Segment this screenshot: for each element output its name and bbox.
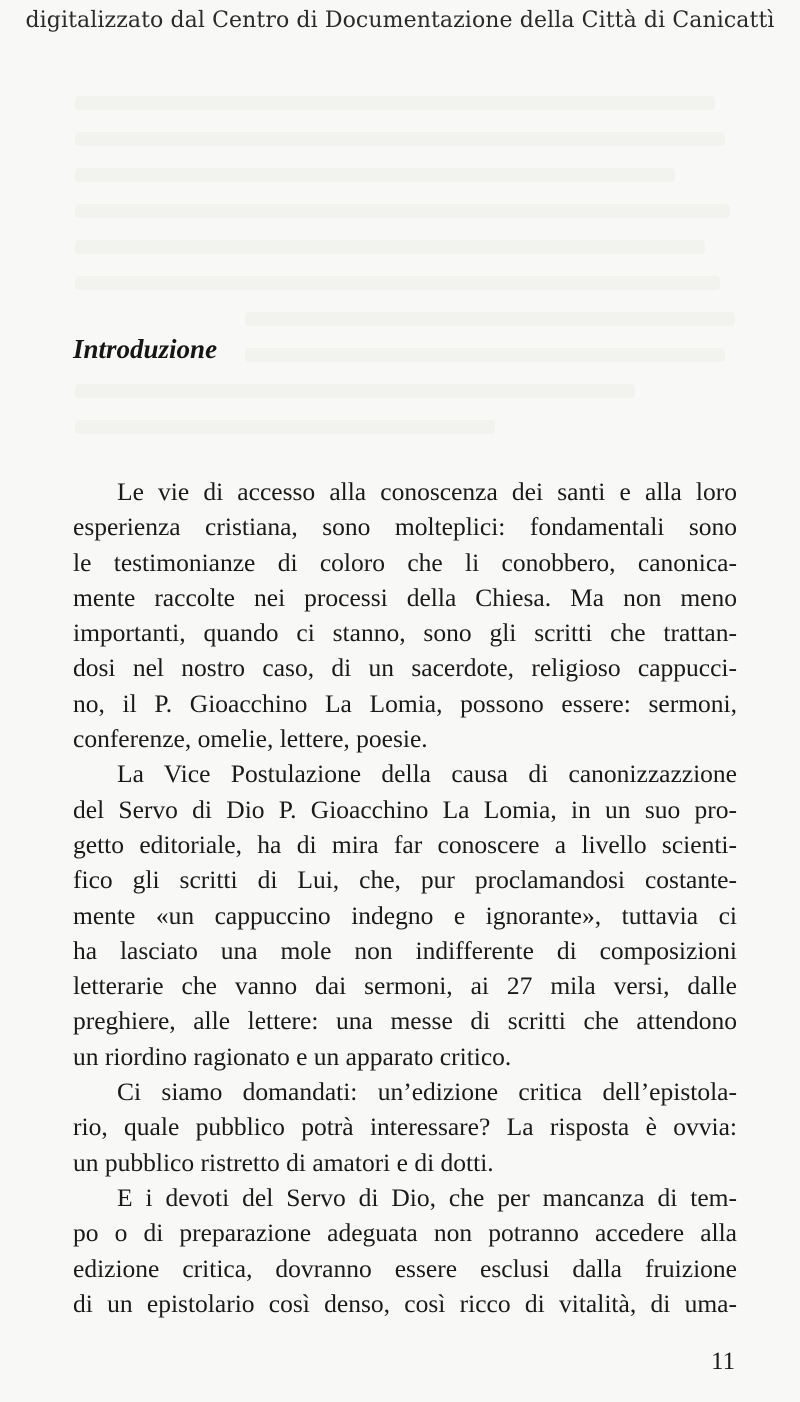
paragraph-3 xyxy=(73,1074,737,1180)
text-line: rio, quale pubblico potrà interessare? La risposta è ovvia: xyxy=(73,1112,737,1142)
text-line: Le vie di accesso alla conoscenza dei santi e alla loro xyxy=(117,477,737,506)
digitization-watermark: digitalizzato dal Centro di Documentazione della Città di Canicattì xyxy=(25,8,775,33)
text-line: letterarie che vanno dai sermoni, ai 27 mila versi, dalle xyxy=(73,971,737,1001)
text-line: mente raccolte nei processi della Chiesa. Ma non meno xyxy=(73,582,737,612)
text-line: Ci siamo domandati: un’edizione critica dell’epistola- xyxy=(117,1077,737,1107)
text-line: preghiere, alle lettere: una messe di scritti che attendono xyxy=(73,1006,737,1036)
text-line: esperienza cristiana, sono molteplici: fondamentali sono xyxy=(73,512,737,542)
text-line: di un epistolario così denso, così ricco di vitalità, di uma- xyxy=(73,1288,737,1318)
text-line: le testimonianze di coloro che li conobbero, canonica- xyxy=(73,547,737,577)
text-line: del Servo di Dio P. Gioacchino La Lomia, in un suo pro- xyxy=(73,794,737,824)
text-line: La Vice Postulazione della causa di canonizzazzione xyxy=(117,759,737,789)
text-line: edizione critica, dovranno essere esclusi dalla fruizione xyxy=(73,1253,737,1283)
body-text xyxy=(73,474,737,1321)
text-line: ha lasciato una mole non indifferente di composizioni xyxy=(73,935,737,965)
text-line: no, il P. Gioacchino La Lomia, possono essere: sermoni, xyxy=(73,688,737,718)
text-line: getto editoriale, ha di mira far conoscere a livello scienti- xyxy=(73,829,737,859)
paragraph-1 xyxy=(73,474,737,756)
text-line: un riordino ragionato e un apparato critico. xyxy=(73,1041,512,1071)
text-line: mente «un cappuccino indegno e ignorante», tuttavia ci xyxy=(73,900,737,930)
section-title: Introduzione xyxy=(73,334,218,364)
text-line: po o di preparazione adeguata non potranno accedere alla xyxy=(73,1218,737,1248)
paragraph-2 xyxy=(73,756,737,1074)
text-line: un pubblico ristretto di amatori e di dotti. xyxy=(73,1147,494,1177)
text-line: fico gli scritti di Lui, che, pur proclamandosi costante- xyxy=(73,865,737,895)
page-number: 11 xyxy=(711,1348,736,1375)
text-line: dosi nel nostro caso, di un sacerdote, religioso cappucci- xyxy=(73,653,737,683)
text-line: importanti, quando ci stanno, sono gli scritti che trattan- xyxy=(73,618,737,648)
text-line: conferenze, omelie, lettere, poesie. xyxy=(73,724,428,754)
paragraph-4 xyxy=(73,1180,737,1321)
text-line: E i devoti del Servo di Dio, che per mancanza di tem- xyxy=(117,1182,737,1212)
